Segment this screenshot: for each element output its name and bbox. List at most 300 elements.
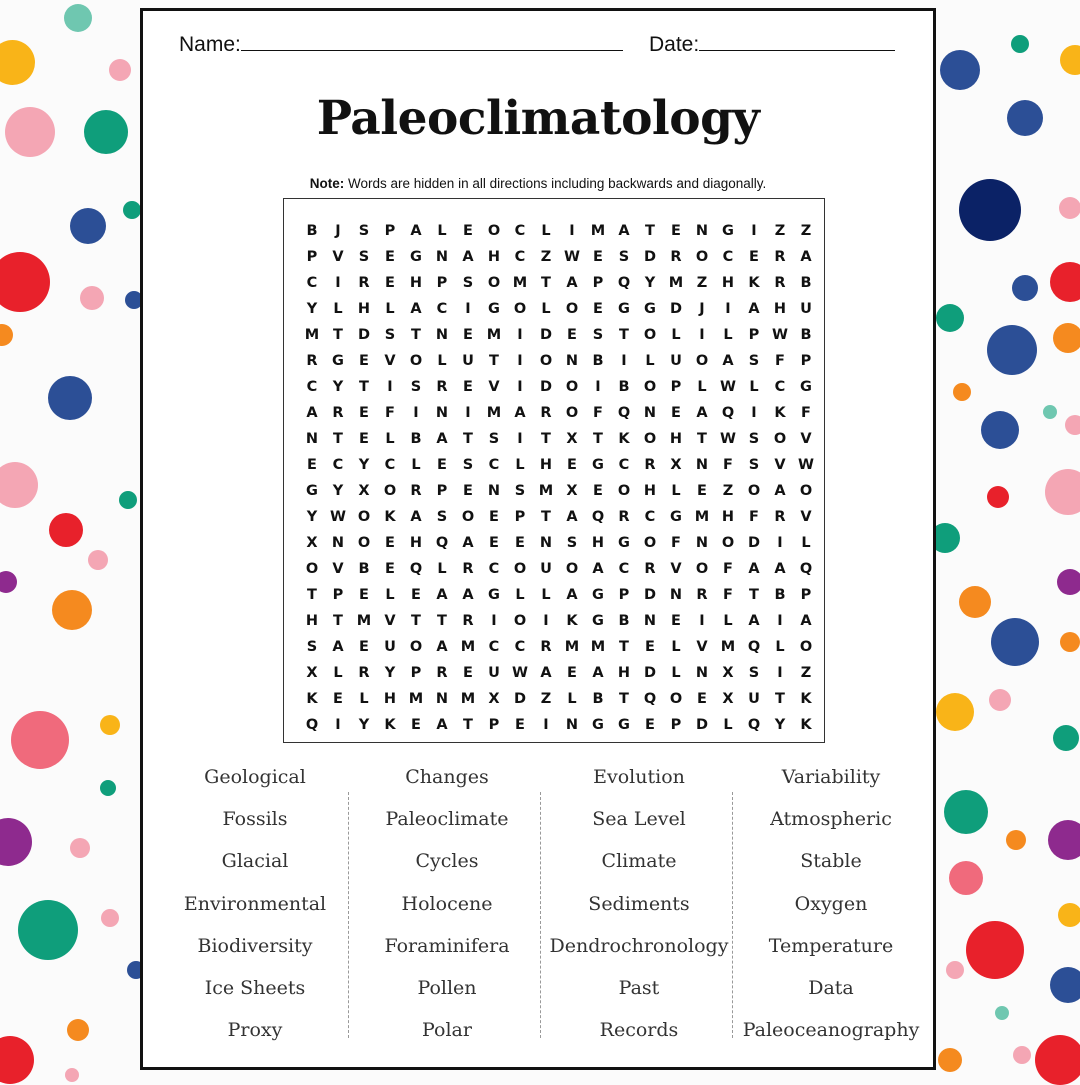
grid-letter[interactable]: Z	[540, 691, 552, 707]
grid-letter[interactable]: O	[357, 535, 371, 551]
grid-letter[interactable]: M	[590, 223, 606, 239]
grid-letter[interactable]: G	[800, 379, 812, 395]
grid-letter[interactable]: R	[358, 275, 370, 291]
grid-letter[interactable]: V	[800, 431, 812, 447]
grid-letter[interactable]: M	[720, 639, 736, 655]
grid-letter[interactable]: S	[748, 353, 760, 369]
grid-letter[interactable]: R	[306, 353, 318, 369]
grid-letter[interactable]: U	[670, 353, 682, 369]
grid-letter[interactable]: Z	[722, 483, 734, 499]
grid-letter[interactable]: U	[384, 639, 396, 655]
grid-letter[interactable]: L	[723, 717, 733, 733]
grid-letter[interactable]: E	[671, 613, 681, 629]
grid-letter[interactable]: B	[618, 379, 630, 395]
grid-letter[interactable]: Q	[409, 561, 423, 577]
grid-letter[interactable]: G	[488, 587, 500, 603]
grid-letter[interactable]: S	[748, 665, 760, 681]
grid-letter[interactable]: L	[567, 691, 577, 707]
grid-letter[interactable]: M	[694, 509, 710, 525]
grid-letter[interactable]: P	[670, 717, 682, 733]
grid-letter[interactable]: R	[436, 665, 448, 681]
grid-letter[interactable]: B	[774, 587, 786, 603]
grid-letter[interactable]: X	[566, 483, 578, 499]
grid-letter[interactable]: C	[306, 379, 318, 395]
grid-letter[interactable]: X	[306, 665, 318, 681]
grid-letter[interactable]: S	[748, 457, 760, 473]
grid-letter[interactable]: T	[437, 613, 447, 629]
grid-letter[interactable]: L	[749, 379, 759, 395]
grid-letter[interactable]: L	[541, 587, 551, 603]
grid-letter[interactable]: U	[748, 691, 760, 707]
grid-letter[interactable]: G	[722, 223, 734, 239]
grid-letter[interactable]: H	[539, 457, 553, 473]
grid-letter[interactable]: C	[618, 561, 630, 577]
grid-letter[interactable]: Y	[358, 457, 370, 473]
grid-letter[interactable]: N	[565, 717, 579, 733]
grid-letter[interactable]: H	[721, 509, 735, 525]
grid-letter[interactable]: R	[618, 509, 630, 525]
grid-letter[interactable]: Y	[774, 717, 786, 733]
grid-letter[interactable]: G	[618, 301, 630, 317]
grid-letter[interactable]: K	[800, 717, 812, 733]
grid-letter[interactable]: I	[517, 431, 523, 447]
grid-letter[interactable]: L	[333, 665, 343, 681]
grid-letter[interactable]: Z	[774, 223, 786, 239]
grid-letter[interactable]: N	[669, 587, 683, 603]
grid-letter[interactable]: A	[748, 561, 760, 577]
grid-letter[interactable]: L	[723, 613, 733, 629]
grid-letter[interactable]: Z	[800, 223, 812, 239]
grid-letter[interactable]: S	[488, 431, 500, 447]
grid-letter[interactable]: T	[333, 613, 343, 629]
grid-letter[interactable]: F	[749, 509, 759, 525]
grid-letter[interactable]: L	[801, 535, 811, 551]
grid-letter[interactable]: L	[515, 587, 525, 603]
grid-letter[interactable]: L	[385, 301, 395, 317]
grid-letter[interactable]: N	[435, 327, 449, 343]
grid-letter[interactable]: S	[566, 535, 578, 551]
grid-letter[interactable]: G	[670, 509, 682, 525]
grid-letter[interactable]: Q	[643, 691, 657, 707]
grid-letter[interactable]: U	[462, 353, 474, 369]
grid-letter[interactable]: E	[463, 665, 473, 681]
grid-letter[interactable]: T	[489, 353, 499, 369]
grid-letter[interactable]: O	[565, 561, 579, 577]
grid-letter[interactable]: H	[305, 613, 319, 629]
grid-letter[interactable]: M	[460, 691, 476, 707]
grid-letter[interactable]: O	[513, 613, 527, 629]
grid-letter[interactable]: I	[517, 327, 523, 343]
grid-letter[interactable]: O	[695, 353, 709, 369]
grid-letter[interactable]: I	[777, 613, 783, 629]
grid-letter[interactable]: L	[385, 587, 395, 603]
grid-letter[interactable]: Q	[435, 535, 449, 551]
grid-letter[interactable]: A	[722, 353, 734, 369]
grid-letter[interactable]: T	[541, 275, 551, 291]
grid-letter[interactable]: O	[409, 353, 423, 369]
grid-letter[interactable]: T	[411, 613, 421, 629]
grid-letter[interactable]: A	[410, 301, 422, 317]
grid-letter[interactable]: I	[543, 717, 549, 733]
grid-letter[interactable]: U	[488, 665, 500, 681]
grid-letter[interactable]: Y	[332, 483, 344, 499]
grid-letter[interactable]: F	[801, 405, 811, 421]
grid-letter[interactable]: S	[514, 483, 526, 499]
grid-letter[interactable]: F	[671, 535, 681, 551]
grid-letter[interactable]: X	[488, 691, 500, 707]
grid-letter[interactable]: H	[487, 249, 501, 265]
grid-letter[interactable]: O	[747, 483, 761, 499]
grid-letter[interactable]: T	[619, 639, 629, 655]
grid-letter[interactable]: H	[409, 275, 423, 291]
grid-letter[interactable]: F	[593, 405, 603, 421]
grid-letter[interactable]: H	[669, 431, 683, 447]
grid-letter[interactable]: R	[774, 249, 786, 265]
grid-letter[interactable]: T	[619, 327, 629, 343]
grid-letter[interactable]: E	[567, 665, 577, 681]
grid-letter[interactable]: A	[566, 275, 578, 291]
grid-letter[interactable]: L	[437, 223, 447, 239]
grid-letter[interactable]: E	[593, 301, 603, 317]
grid-letter[interactable]: E	[411, 587, 421, 603]
grid-letter[interactable]: I	[595, 379, 601, 395]
grid-letter[interactable]: L	[411, 457, 421, 473]
grid-letter[interactable]: E	[671, 223, 681, 239]
grid-letter[interactable]: I	[543, 613, 549, 629]
grid-letter[interactable]: E	[567, 457, 577, 473]
grid-letter[interactable]: F	[723, 587, 733, 603]
grid-letter[interactable]: W	[512, 665, 528, 681]
grid-letter[interactable]: D	[643, 249, 657, 265]
grid-letter[interactable]: C	[618, 457, 630, 473]
grid-letter[interactable]: V	[332, 249, 344, 265]
grid-letter[interactable]: V	[332, 561, 344, 577]
grid-letter[interactable]: I	[491, 613, 497, 629]
grid-letter[interactable]: I	[699, 327, 705, 343]
grid-letter[interactable]: M	[304, 327, 320, 343]
grid-letter[interactable]: Q	[305, 717, 319, 733]
grid-letter[interactable]: P	[488, 717, 500, 733]
grid-letter[interactable]: N	[643, 405, 657, 421]
grid-letter[interactable]: E	[489, 509, 499, 525]
grid-letter[interactable]: S	[436, 509, 448, 525]
grid-letter[interactable]: E	[515, 717, 525, 733]
grid-letter[interactable]: T	[593, 431, 603, 447]
grid-letter[interactable]: R	[540, 405, 552, 421]
grid-letter[interactable]: M	[408, 691, 424, 707]
grid-letter[interactable]: A	[592, 561, 604, 577]
grid-letter[interactable]: B	[800, 327, 812, 343]
grid-letter[interactable]: L	[775, 639, 785, 655]
grid-letter[interactable]: H	[617, 665, 631, 681]
grid-letter[interactable]: D	[643, 665, 657, 681]
grid-letter[interactable]: Y	[332, 379, 344, 395]
grid-letter[interactable]: A	[566, 509, 578, 525]
grid-letter[interactable]: T	[463, 717, 473, 733]
grid-letter[interactable]: S	[748, 431, 760, 447]
grid-letter[interactable]: C	[644, 509, 656, 525]
grid-letter[interactable]: O	[695, 561, 709, 577]
grid-letter[interactable]: G	[488, 301, 500, 317]
grid-letter[interactable]: I	[699, 613, 705, 629]
grid-letter[interactable]: J	[335, 223, 341, 239]
grid-letter[interactable]: C	[774, 379, 786, 395]
grid-letter[interactable]: N	[435, 691, 449, 707]
grid-letter[interactable]: R	[436, 379, 448, 395]
grid-letter[interactable]: A	[462, 535, 474, 551]
grid-letter[interactable]: L	[515, 457, 525, 473]
grid-letter[interactable]: V	[670, 561, 682, 577]
grid-letter[interactable]: L	[671, 665, 681, 681]
grid-letter[interactable]: T	[333, 431, 343, 447]
grid-letter[interactable]: X	[358, 483, 370, 499]
grid-letter[interactable]: G	[592, 457, 604, 473]
grid-letter[interactable]: C	[514, 249, 526, 265]
grid-letter[interactable]: T	[541, 431, 551, 447]
grid-letter[interactable]: O	[669, 691, 683, 707]
grid-letter[interactable]: N	[331, 535, 345, 551]
grid-letter[interactable]: I	[335, 275, 341, 291]
grid-letter[interactable]: T	[463, 431, 473, 447]
grid-letter[interactable]: I	[777, 535, 783, 551]
grid-letter[interactable]: S	[306, 639, 318, 655]
grid-letter[interactable]: B	[592, 353, 604, 369]
grid-letter[interactable]: X	[306, 535, 318, 551]
grid-letter[interactable]: N	[435, 405, 449, 421]
grid-letter[interactable]: X	[670, 457, 682, 473]
grid-letter[interactable]: R	[410, 483, 422, 499]
grid-letter[interactable]: H	[721, 275, 735, 291]
grid-letter[interactable]: I	[569, 223, 575, 239]
grid-letter[interactable]: S	[384, 327, 396, 343]
grid-letter[interactable]: P	[800, 587, 812, 603]
grid-letter[interactable]: W	[772, 327, 788, 343]
grid-letter[interactable]: N	[539, 535, 553, 551]
grid-letter[interactable]: O	[513, 301, 527, 317]
grid-letter[interactable]: O	[409, 639, 423, 655]
grid-letter[interactable]: O	[487, 223, 501, 239]
grid-letter[interactable]: K	[748, 275, 760, 291]
grid-letter[interactable]: R	[774, 509, 786, 525]
grid-letter[interactable]: B	[358, 561, 370, 577]
grid-letter[interactable]: D	[643, 587, 657, 603]
grid-letter[interactable]: F	[385, 405, 395, 421]
grid-letter[interactable]: M	[512, 275, 528, 291]
grid-letter[interactable]: D	[747, 535, 761, 551]
grid-letter[interactable]: Q	[747, 639, 761, 655]
grid-letter[interactable]: E	[749, 249, 759, 265]
grid-letter[interactable]: E	[437, 457, 447, 473]
grid-letter[interactable]: E	[697, 483, 707, 499]
grid-letter[interactable]: R	[462, 613, 474, 629]
grid-letter[interactable]: C	[488, 639, 500, 655]
grid-letter[interactable]: F	[723, 561, 733, 577]
grid-letter[interactable]: A	[436, 587, 448, 603]
grid-letter[interactable]: T	[307, 587, 317, 603]
grid-letter[interactable]: N	[695, 665, 709, 681]
grid-letter[interactable]: O	[513, 561, 527, 577]
grid-letter[interactable]: P	[514, 509, 526, 525]
grid-letter[interactable]: R	[540, 639, 552, 655]
grid-letter[interactable]: M	[564, 639, 580, 655]
grid-letter[interactable]: Q	[747, 717, 761, 733]
grid-letter[interactable]: C	[514, 639, 526, 655]
grid-letter[interactable]: T	[333, 327, 343, 343]
grid-letter[interactable]: K	[566, 613, 578, 629]
grid-letter[interactable]: K	[384, 717, 396, 733]
grid-letter[interactable]: C	[488, 561, 500, 577]
grid-letter[interactable]: O	[565, 379, 579, 395]
grid-letter[interactable]: E	[359, 405, 369, 421]
grid-letter[interactable]: M	[486, 405, 502, 421]
grid-letter[interactable]: P	[618, 587, 630, 603]
grid-letter[interactable]: A	[436, 717, 448, 733]
grid-letter[interactable]: G	[592, 587, 604, 603]
name-field[interactable]	[179, 33, 623, 57]
grid-letter[interactable]: M	[590, 639, 606, 655]
grid-letter[interactable]: X	[722, 665, 734, 681]
grid-letter[interactable]: K	[774, 405, 786, 421]
grid-letter[interactable]: I	[517, 353, 523, 369]
grid-letter[interactable]: A	[592, 665, 604, 681]
grid-letter[interactable]: R	[774, 275, 786, 291]
grid-letter[interactable]: D	[357, 327, 371, 343]
grid-letter[interactable]: N	[695, 223, 709, 239]
grid-letter[interactable]: H	[409, 535, 423, 551]
grid-letter[interactable]: E	[645, 717, 655, 733]
grid-letter[interactable]: A	[566, 587, 578, 603]
grid-letter[interactable]: E	[593, 249, 603, 265]
grid-letter[interactable]: G	[618, 535, 630, 551]
grid-letter[interactable]: N	[643, 613, 657, 629]
grid-letter[interactable]: T	[359, 379, 369, 395]
grid-letter[interactable]: E	[697, 691, 707, 707]
grid-letter[interactable]: T	[619, 691, 629, 707]
grid-letter[interactable]: R	[670, 249, 682, 265]
grid-letter[interactable]: A	[462, 249, 474, 265]
grid-letter[interactable]: P	[748, 327, 760, 343]
grid-letter[interactable]: I	[725, 301, 731, 317]
grid-letter[interactable]: O	[643, 327, 657, 343]
grid-letter[interactable]: Q	[721, 405, 735, 421]
grid-letter[interactable]: A	[800, 249, 812, 265]
grid-letter[interactable]: G	[592, 613, 604, 629]
grid-letter[interactable]: O	[565, 405, 579, 421]
grid-letter[interactable]: W	[330, 509, 346, 525]
grid-letter[interactable]: Y	[384, 665, 396, 681]
grid-letter[interactable]: E	[385, 535, 395, 551]
grid-letter[interactable]: S	[358, 223, 370, 239]
grid-letter[interactable]: Y	[358, 717, 370, 733]
grid-letter[interactable]: Y	[306, 509, 318, 525]
grid-letter[interactable]: E	[645, 639, 655, 655]
grid-letter[interactable]: N	[695, 535, 709, 551]
grid-letter[interactable]: B	[592, 691, 604, 707]
grid-letter[interactable]: R	[644, 561, 656, 577]
grid-letter[interactable]: X	[566, 431, 578, 447]
grid-letter[interactable]: G	[618, 717, 630, 733]
grid-letter[interactable]: V	[800, 509, 812, 525]
grid-letter[interactable]: F	[723, 457, 733, 473]
grid-letter[interactable]: O	[643, 535, 657, 551]
grid-letter[interactable]: E	[359, 431, 369, 447]
grid-letter[interactable]: M	[460, 639, 476, 655]
grid-letter[interactable]: Y	[644, 275, 656, 291]
grid-letter[interactable]: L	[697, 379, 707, 395]
grid-letter[interactable]: R	[358, 665, 370, 681]
grid-letter[interactable]: L	[333, 301, 343, 317]
grid-letter[interactable]: T	[411, 327, 421, 343]
grid-letter[interactable]: A	[540, 665, 552, 681]
grid-letter[interactable]: E	[593, 483, 603, 499]
grid-letter[interactable]: E	[411, 717, 421, 733]
grid-letter[interactable]: E	[385, 249, 395, 265]
grid-letter[interactable]: E	[489, 535, 499, 551]
grid-letter[interactable]: I	[387, 379, 393, 395]
grid-letter[interactable]: S	[592, 327, 604, 343]
grid-letter[interactable]: S	[462, 457, 474, 473]
grid-letter[interactable]: Z	[800, 665, 812, 681]
grid-letter[interactable]: C	[722, 249, 734, 265]
grid-letter[interactable]: A	[800, 613, 812, 629]
grid-letter[interactable]: Z	[540, 249, 552, 265]
grid-letter[interactable]: W	[564, 249, 580, 265]
grid-letter[interactable]: E	[463, 483, 473, 499]
grid-letter[interactable]: E	[463, 327, 473, 343]
grid-letter[interactable]: L	[671, 327, 681, 343]
grid-letter[interactable]: H	[383, 691, 397, 707]
grid-letter[interactable]: R	[696, 587, 708, 603]
grid-letter[interactable]: M	[538, 483, 554, 499]
grid-letter[interactable]: T	[749, 587, 759, 603]
grid-letter[interactable]: O	[773, 431, 787, 447]
grid-letter[interactable]: G	[306, 483, 318, 499]
grid-letter[interactable]: I	[777, 665, 783, 681]
grid-letter[interactable]: E	[567, 327, 577, 343]
grid-letter[interactable]: G	[410, 249, 422, 265]
grid-letter[interactable]: W	[720, 431, 736, 447]
grid-letter[interactable]: E	[385, 561, 395, 577]
grid-letter[interactable]: L	[671, 483, 681, 499]
grid-letter[interactable]: T	[775, 691, 785, 707]
grid-letter[interactable]: M	[486, 327, 502, 343]
grid-letter[interactable]: S	[618, 249, 630, 265]
grid-letter[interactable]: R	[644, 457, 656, 473]
grid-letter[interactable]: I	[413, 405, 419, 421]
grid-letter[interactable]: V	[774, 457, 786, 473]
grid-letter[interactable]: I	[335, 717, 341, 733]
grid-letter[interactable]: E	[359, 353, 369, 369]
grid-letter[interactable]: K	[800, 691, 812, 707]
grid-letter[interactable]: A	[774, 561, 786, 577]
grid-letter[interactable]: O	[721, 535, 735, 551]
grid-letter[interactable]: N	[565, 353, 579, 369]
grid-letter[interactable]: A	[436, 431, 448, 447]
grid-letter[interactable]: U	[800, 301, 812, 317]
grid-letter[interactable]: A	[774, 483, 786, 499]
grid-letter[interactable]: H	[357, 301, 371, 317]
grid-letter[interactable]: S	[410, 379, 422, 395]
grid-letter[interactable]: L	[541, 301, 551, 317]
grid-letter[interactable]: P	[592, 275, 604, 291]
grid-letter[interactable]: E	[359, 587, 369, 603]
grid-letter[interactable]: I	[751, 405, 757, 421]
grid-letter[interactable]: I	[517, 379, 523, 395]
grid-letter[interactable]: A	[436, 639, 448, 655]
grid-letter[interactable]: T	[541, 509, 551, 525]
grid-letter[interactable]: C	[332, 457, 344, 473]
grid-letter[interactable]: H	[773, 301, 787, 317]
